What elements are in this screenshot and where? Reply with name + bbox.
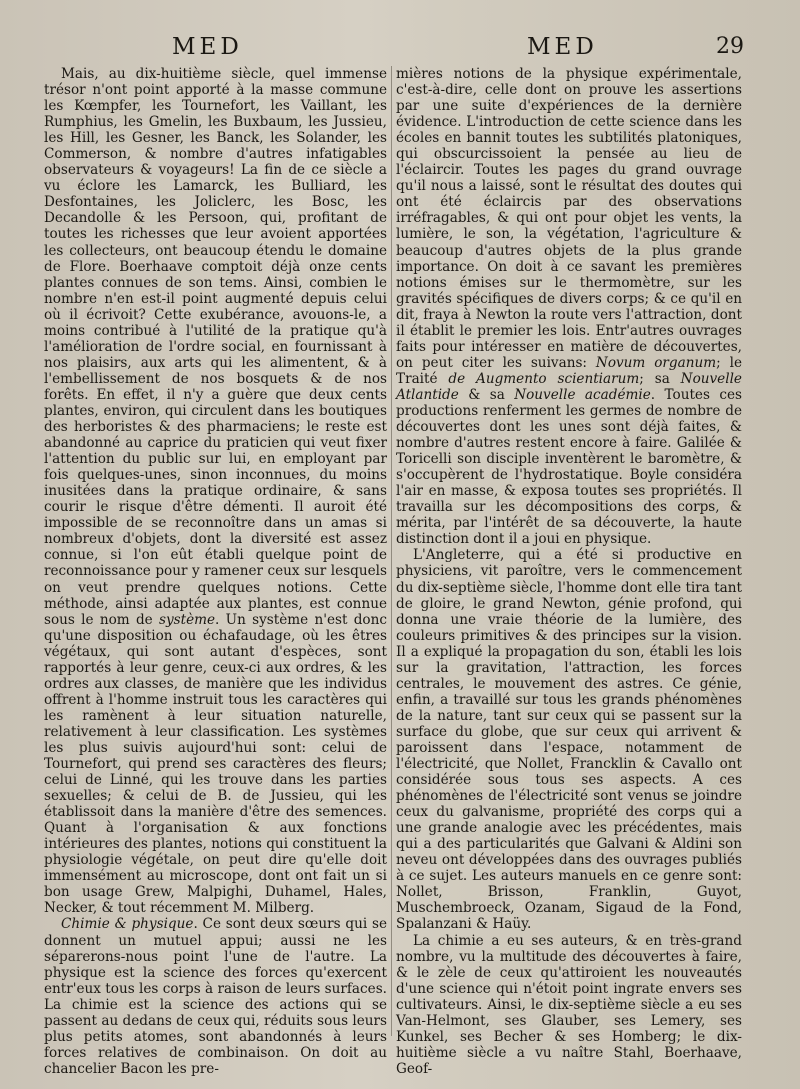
italic-term: système: [158, 611, 216, 628]
running-head-left: MED: [172, 34, 243, 60]
running-head: [0, 34, 800, 64]
running-head-right: MED: [527, 34, 598, 60]
right-column: [396, 66, 742, 1077]
text-run: . Toutes ces productions renferment les germes de nombre de découvertes dont les unes sont déjà faites, & nombre d'autres restent encore à faire. Galilée & Toricelli son disciple inventèrent le baromètre, & s'occupèrent de l'hydrostatique. Boyle considéra l'air en masse, & exposa toutes ses propriétés. Il travailla sur les décompositions des corps, & mérita, par l'intérêt de sa découverte, la haute distinction dont il a joui en physique.: [396, 386, 742, 548]
paragraph-chimie-physique: [44, 916, 387, 1076]
italic-title: Novum organum: [595, 354, 717, 371]
text-run: ; sa: [639, 370, 681, 387]
column-rule: [391, 66, 392, 1036]
page-number: 29: [716, 34, 744, 59]
text-run: Mais, au dix-huitième siècle, quel immense trésor n'ont point apporté à la masse commune les Kœmpfer, les Tournefort, les Vaillant, les Rumphius, les Gmelin, les Buxbaum, les Jussieu, les Hill, les Gesner, les Banck, les Solander, les Commerson, & nombre d'autres infatigables observateurs & voyageurs! La fin de ce siècle a vu éclore les Lamarck, les Bulliard, les Desfontaines, les Joliclerc, les Bosc, les Decandolle & les Persoon, qui, profitant de toutes les richesses que leur avoient apportées les collecteurs, ont beaucoup étendu le domaine de Flore. Boerhaave comptoit déjà onze cents plantes connues de son tems. Ainsi, combien le nombre n'en est-il point augmenté depuis celui où il écrivoit? Cette exubérance, avouons-le, a moins contribué à l'utilité de la pratique qu'à l'amélioration de l'ordre social, en fournissant à nos plaisirs, aux arts qui les alimentent, & à l'embellissement de nos bosquets & de nos forêts. En effet, il n'y a guère que deux cents plantes, environ, qui circulent dans les boutiques des herboristes & des pharmaciens; le reste est abandonné au caprice du praticien qui veut fixer l'attention du public sur lui, en employant par fois quelques-unes, sinon inconnues, du moins inusitées dans la pratique ordinaire, & sans courir le risque d'être démenti. Il auroit été impossible de se reconnoître dans un amas si nombreux d'objets, dont la diversité est assez connue, si l'on eût établi quelque point de reconnoissance pour y ramener ceux sur lesquels on veut prendre quelques notions. Cette méthode, ainsi adaptée aux plantes, est connue sous le nom de: [44, 66, 387, 628]
text-run: . Ce sont deux sœurs qui se donnent un mutuel appui; aussi ne les séparerons-nous point l'une de l'autre. La physique est la science des forces qu'exercent entr'eux tous les corps à raison de leurs surfaces. La chimie est la science des actions qui se passent au dedans de ceux qui, réduits sous leurs plus petits atomes, sont abandonnés à leurs forces relatives de combinaison. On doit au chancelier Bacon les pre-: [44, 916, 387, 1077]
text-run: & sa: [458, 386, 515, 403]
italic-title: de Augmento scientiarum: [448, 370, 640, 387]
left-column: [44, 66, 387, 1077]
paragraph-newton: L'Angleterre, qui a été si productive en physiciens, vit paroître, vers le commencement du dix-septième siècle, l'homme dont elle tira tant de gloire, le grand Newton, génie profond, qui donna une vraie théorie de la lumière, des couleurs primitives & des principes sur la vision. Il a expliqué la propagation du son, établi les lois sur la gravitation, l'attraction, les forces centrales, le mouvement des astres. Ce génie, enfin, a travaillé sur tous les grands phénomènes de la nature, tant sur ceux qui se passent sur la surface du globe, que sur ceux qui arrivent & paroissent dans l'espace, notamment de l'électricité, que Nollet, Francklin & Cavallo ont considérée sous tous ses aspects. A ces phénomènes de l'électricité sont venus se joindre ceux du galvanisme, propriété des corps qui a une grande analogie avec les précédentes, mais qui a des particularités que Galvani & Aldini son neveu ont développées dans des ouvrages publiés à ce sujet. Les auteurs manuels en ce genre sont: Nollet, Brisson, Franklin, Guyot, Muschembroeck, Ozanam, Sigaud de la Fond, Spalanzani & Haüy.: [396, 547, 742, 933]
paragraph-botany: [44, 66, 387, 916]
paragraph-bacon: [396, 66, 742, 547]
section-heading: Chimie & physique: [61, 916, 194, 933]
italic-title: Nouvelle Atlantide: [396, 370, 742, 403]
paragraph-chimie-auteurs: La chimie a eu ses auteurs, & en très-grand nombre, vu la multitude des découvertes à faire, & le zèle de ceux qu'attiroient les nouveautés d'une science qui n'étoit point ingrate envers ses cultivateurs. Ainsi, le dix-septième siècle a eu ses Van-Helmont, ses Glauber, ses Lemery, ses Kunkel, ses Becher & ses Homberg; le dix-huitième siècle a vu naître Stahl, Boerhaave, Geof-: [396, 932, 742, 1077]
text-run: ; le Traité: [396, 354, 742, 387]
italic-title: Nouvelle académie: [514, 386, 651, 403]
text-run: mières notions de la physique expérimentale, c'est-à-dire, celle dont on prouve les assertions par une suite d'expériences de la dernière évidence. L'introduction de cette science dans les écoles en bannit toutes les subtilités platoniques, qui obscurcissoient la pensée au lieu de l'éclaircir. Toutes les pages du grand ouvrage qu'il nous a laissé, sont le résultat des doutes qui ont été éclaircis par des observations irréfragables, & qui ont pour objet les vents, la lumière, le son, la végétation, l'agriculture & beaucoup d'autres objets de la plus grande importance. On doit à ce savant les premières notions émises sur le thermomètre, sur les gravités spécifiques de divers corps; & ce qu'il en dit, fraya à Newton la route vers l'attraction, dont il établit le premier les lois. Entr'autres ouvrages faits pour intéresser en matière de découvertes, on peut citer les suivans:: [396, 66, 742, 371]
text-run: . Un système n'est donc qu'une disposition ou échafaudage, où les êtres végétaux, qui sont autant d'espèces, sont rapportés à leur genre, ceux-ci aux ordres, & les ordres aux classes, de manière que les individus offrent à l'homme instruit tous les caractères qui les ramènent à leur situation naturelle, relativement à leur classification. Les systèmes les plus suivis aujourd'hui sont: celui de Tournefort, qui prend ses caractères des fleurs; celui de Linné, qui les trouve dans les parties sexuelles; & celui de B. de Jussieu, qui les établissoit dans la manière d'être des semences. Quant à l'organisation & aux fonctions intérieures des plantes, notions qui constituent la physiologie végétale, on peut dire qu'elle doit immensément au microscope, dont ont fait un si bon usage Grew, Malpighi, Duhamel, Hales, Necker, & tout récemment M. Milberg.: [44, 611, 387, 917]
